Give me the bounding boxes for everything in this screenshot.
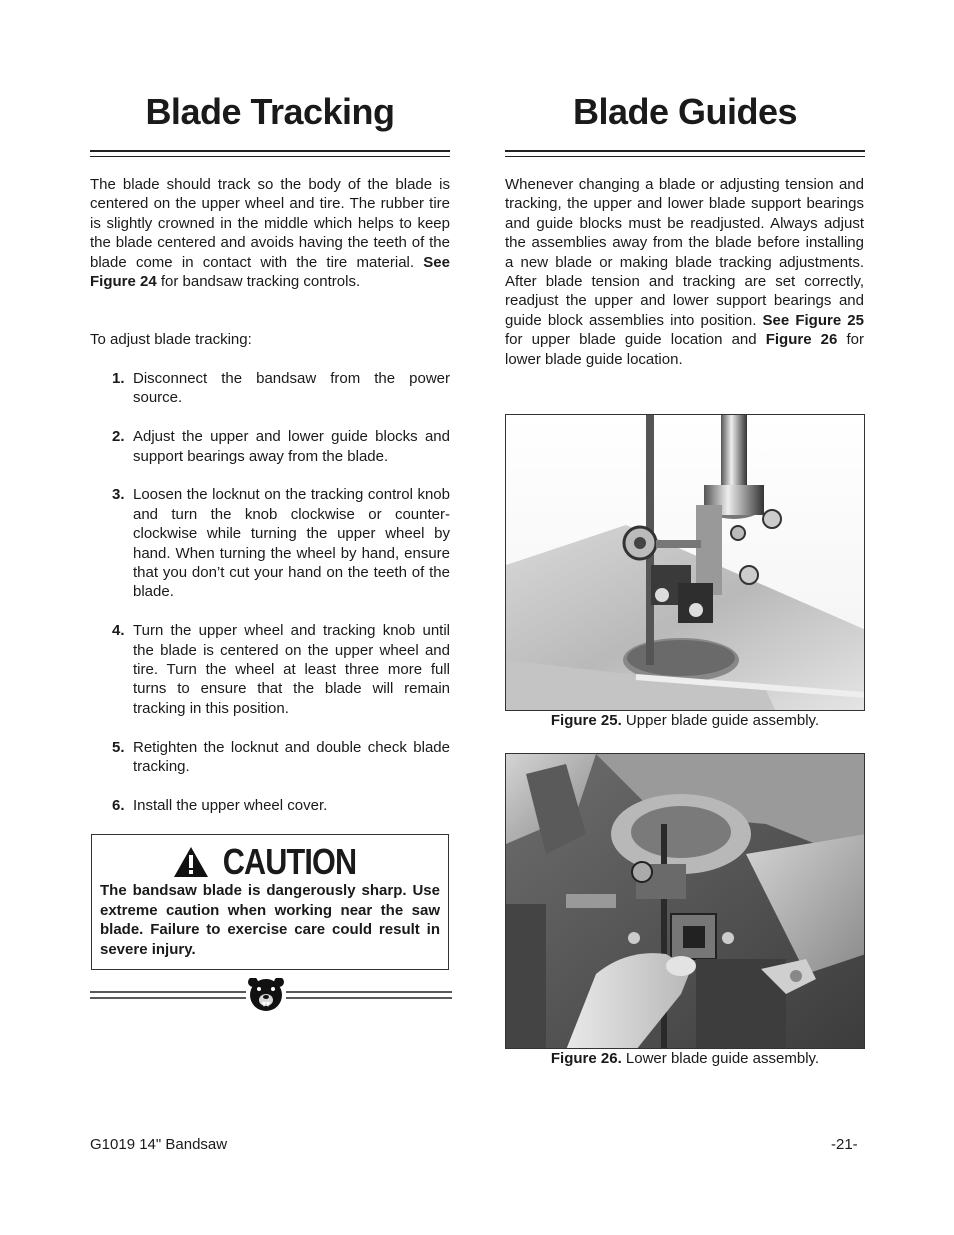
step-item: [90, 796, 450, 815]
section-title: Blade Guides: [572, 91, 798, 132]
step-text: Install the upper wheel cover.: [133, 796, 328, 814]
step-number: 3.: [112, 486, 125, 504]
guides-text-mid: for upper blade guide location and: [505, 331, 766, 349]
figure-26-reference: Figure 26: [765, 331, 838, 349]
figure-26-label: Figure 26.: [550, 1050, 622, 1067]
guides-text: Whenever changing a blade or adjusting tension and tracking, the upper and lower blade support bearings and guide blocks must be readjusted. Always adjust the assemblies away from the blade before installing a new blade or making blade tracking adjustments. After blade tension and tracking are set correctly, readjust the upper and lower support bearings and guide block assemblies into position.: [505, 176, 864, 329]
figure-26-photo: [505, 753, 865, 1049]
intro-paragraph: [90, 175, 450, 291]
section-end-divider: [90, 978, 452, 1014]
procedure-lead: To adjust blade tracking:: [90, 331, 252, 348]
step-number: 4.: [112, 622, 125, 640]
figure-25-caption-text: Upper blade guide assembly.: [621, 712, 820, 729]
step-text: Loosen the locknut on the tracking control knob and turn the knob clockwise or counter-clockwise while turning the upper wheel by hand. When turning the wheel by hand, ensure that you don’t cut your hand on the teeth of the blade.: [133, 486, 450, 601]
upper-blade-guide-image: [506, 415, 865, 711]
step-text: Turn the upper wheel and tracking knob until the blade is centered on the upper wheel and tire. Turn the wheel at least three more full turns to ensure that the blade will remain tracking in this position.: [133, 622, 450, 717]
step-number: 1.: [112, 370, 125, 387]
caution-text: The bandsaw blade is dangerously sharp. Use extreme caution when working near the saw blade. Failure to exercise care could result in severe injury.: [100, 882, 440, 958]
step-number: 6.: [112, 796, 125, 814]
step-item: [90, 369, 450, 408]
figure-26-caption-text: Lower blade guide assembly.: [621, 1050, 820, 1067]
step-item: [90, 738, 450, 777]
step-item: [90, 621, 450, 718]
figure-25-photo: [505, 414, 865, 711]
figure-24-reference: See Figure 24: [90, 253, 450, 291]
intro-text: The blade should track so the body of the blade is centered on the upper wheel and tire. The rubber tire is slightly crowned in the middle which helps to keep the blade centered and avoids having the teeth of the blade come in contact with the tire material.: [90, 176, 450, 271]
lower-blade-guide-image: [506, 754, 865, 1049]
title-rule: [90, 150, 450, 157]
step-text: Adjust the upper and lower guide blocks and support bearings away from the blade.: [133, 428, 450, 465]
step-number: 2.: [112, 428, 125, 446]
title-rule: [505, 150, 865, 157]
caution-box: [91, 834, 449, 970]
intro-text-end: for bandsaw tracking controls.: [156, 273, 361, 291]
caution-header: [92, 841, 448, 883]
figure-26-caption: [505, 1050, 865, 1067]
step-item: [90, 485, 450, 601]
warning-triangle-icon: [173, 846, 209, 878]
step-text: Retighten the locknut and double check blade tracking.: [133, 738, 450, 776]
figure-25-label: Figure 25.: [550, 712, 622, 729]
guides-paragraph: [505, 175, 864, 369]
figure-25-reference: See Figure 25: [762, 311, 864, 329]
section-title: Blade Tracking: [145, 91, 395, 132]
figure-25-caption: [505, 712, 865, 729]
step-text: Disconnect the bandsaw from the power source.: [133, 370, 450, 407]
bear-logo-icon: [248, 978, 284, 1011]
caution-label: CAUTION: [222, 841, 356, 882]
procedure-steps: [90, 369, 450, 835]
step-number: 5.: [112, 738, 125, 756]
footer-model: G1019 14" Bandsaw: [90, 1136, 228, 1153]
footer-page-number: -21-: [831, 1136, 858, 1153]
guides-text-end: for lower blade guide location.: [505, 331, 864, 368]
step-item: [90, 427, 450, 466]
